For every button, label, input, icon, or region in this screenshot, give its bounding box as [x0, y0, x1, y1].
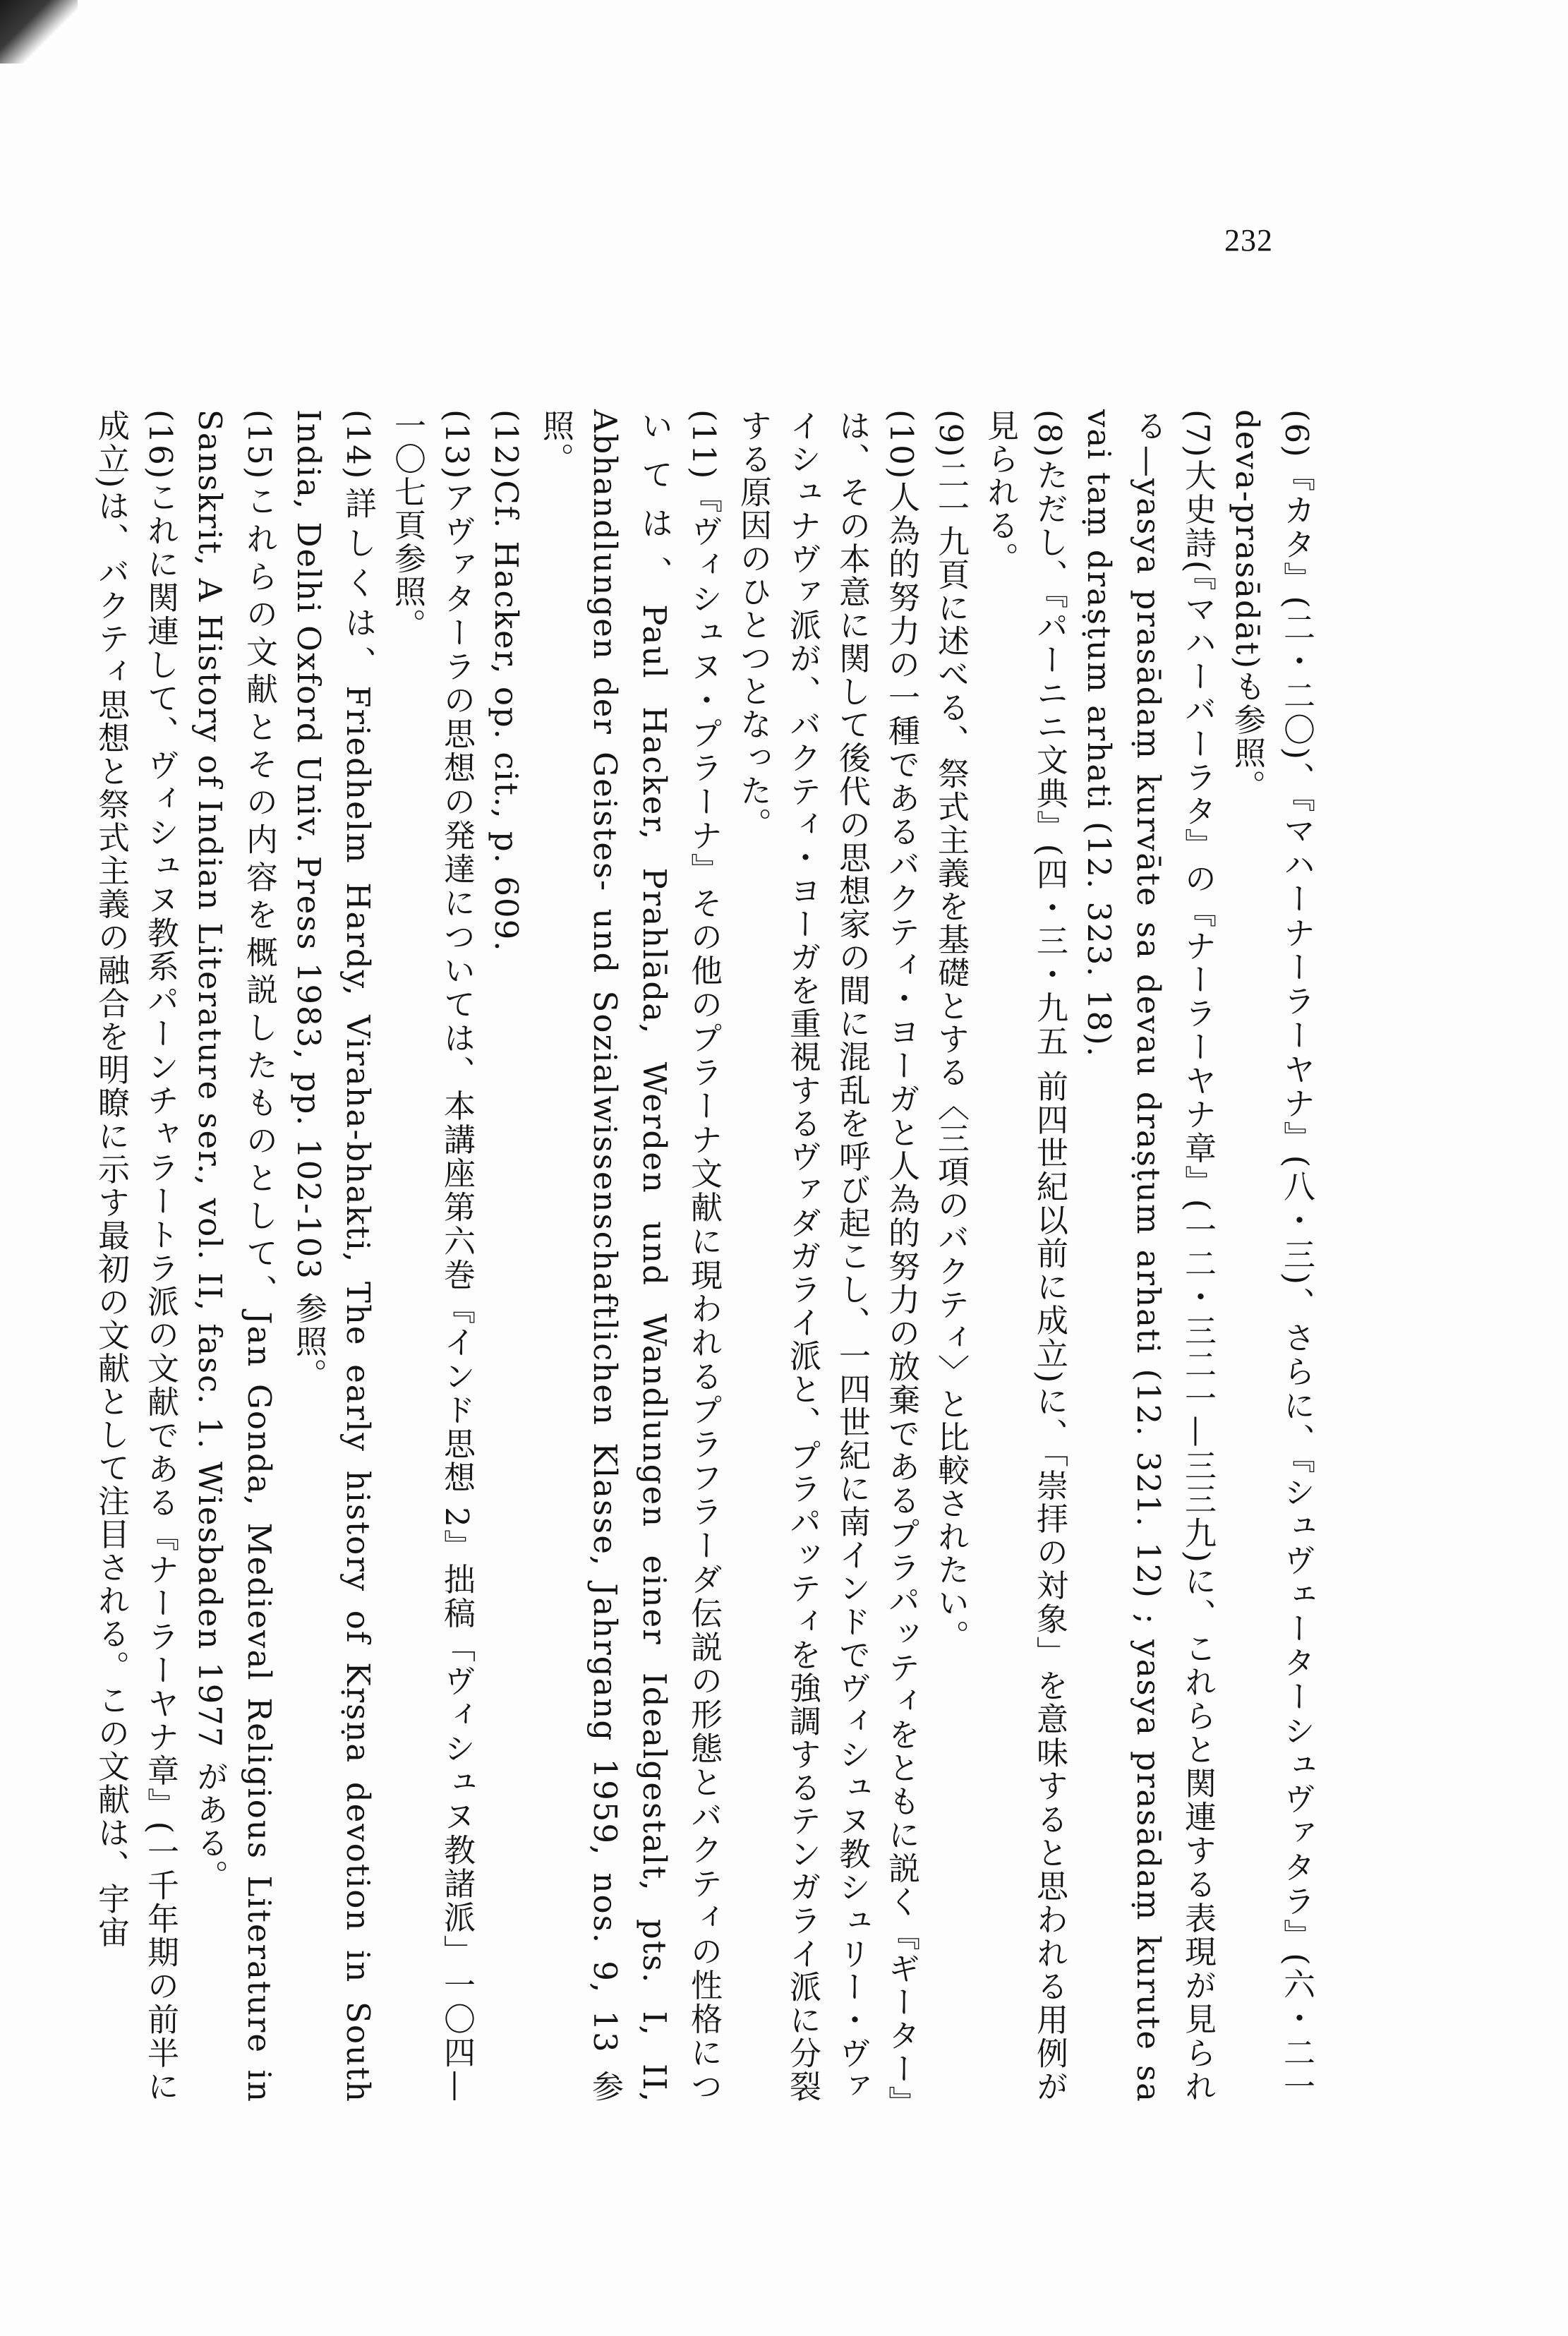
- note-9: [926, 409, 975, 2103]
- note-10: [728, 409, 926, 2103]
- note-number: (10): [883, 409, 920, 481]
- note-15: [185, 409, 284, 2103]
- note-text: 『ヴィシュヌ・プラーナ』その他のプラーナ文献に現われるプラフラーダ伝説の形態とバクティの性格については、Paul Hacker, Prahlāda, Werden und Wandlungen einer Idealgestalt, pts. I, II, Abhandlungen der Geistes- und Sozialwissenschaftlichen Klasse, Jahrgang 1959, nos. 9, 13 参照。: [537, 409, 723, 2103]
- note-text: 大史詩(『マハーバーラタ』の『ナーラーヤナ章』(一二・三二一—三三九)に、これらと関連する表現が見られる—yasya prasādaṃ kurvāte sa devau draṣṭum arhati (12. 321. 12) ; yasya prasādaṃ kurute sa vai taṃ draṣṭum arhati (12. 323. 18).: [1080, 409, 1217, 2103]
- note-text: ただし、『パーニニ文典』(四・三・九五 前四世紀以前に成立)に、「崇拝の対象」を意味すると思われる用例が見られる。: [982, 409, 1068, 2103]
- note-number: (15): [241, 409, 278, 481]
- note-text: 人為的努力の一種であるバクティ・ヨーガと人為的努力の放棄であるプラパッティをともに説く『ギーター』は、その本意に関して後代の思想家の間に混乱を呼び起こし、一四世紀に南インドでヴィシュヌ教シュリー・ヴァイシュナヴァ派が、バクティ・ヨーガを重視するヴァダガライ派と、プラパッティを強調するテンガライ派に分裂する原因のひとつとなった。: [735, 409, 920, 2104]
- note-number: (6): [1278, 409, 1315, 459]
- note-12: [481, 409, 531, 2103]
- page-number: 232: [1224, 223, 1273, 258]
- note-14: [284, 409, 382, 2103]
- note-13: [382, 409, 481, 2103]
- note-text: 二一九頁に述べる、祭式主義を基礎とする〈三項のバクティ〉と比較されたい。: [932, 458, 970, 1653]
- note-number: (12): [488, 409, 525, 481]
- note-text: これらの文献とその内容を概説したものとして、Jan Gonda, Medieval Religious Literature in Sanskrit, A History of Indian Literature ser., vol. II, fasc. 1. Wiesbaden 1977 がある。: [191, 409, 278, 2103]
- note-text: 詳しくは、Friedhelm Hardy, Viraha-bhakti, The early history of Kṛṣṇa devotion in South India, Delhi Oxford Univ. Press 1983, pp. 102-103 参照。: [290, 409, 377, 2103]
- note-text: アヴァターラの思想の発達については、本講座第六巻『インド思想 2』拙稿「ヴィシュヌ教諸派」一〇四—一〇七頁参照。: [389, 409, 476, 2103]
- note-7: [1074, 409, 1222, 2103]
- note-11: [531, 409, 728, 2103]
- note-number: (13): [438, 409, 476, 481]
- note-number: (11): [685, 409, 723, 481]
- note-text: Cf. Hacker, op. cit., p. 609.: [488, 480, 525, 953]
- note-text: 『カタ』(二・二〇)、『マハーナーラーヤナ』(八・三)、さらに、『シュヴェーターシュヴァタラ』(六・二一 deva-prasādāt)も参照。: [1229, 409, 1315, 2103]
- note-6: [1222, 409, 1321, 2103]
- scan-corner-shadow: [0, 0, 78, 64]
- note-8: [975, 409, 1074, 2103]
- note-number: (16): [142, 409, 179, 481]
- note-number: (8): [1031, 409, 1068, 459]
- note-number: (9): [932, 409, 970, 459]
- note-number: (7): [1179, 409, 1217, 459]
- note-text: これに関連して、ヴィシュヌ教系パーンチャラートラ派の文献である『ナーラーヤナ章』(一千年期の前半に成立)は、バクティ思想と祭式主義の融合を明瞭に示す最初の文献として注目される。この文献は、宇宙: [92, 409, 179, 2103]
- endnotes-column: [86, 409, 1321, 2103]
- note-16: [86, 409, 185, 2103]
- note-number: (14): [339, 409, 377, 481]
